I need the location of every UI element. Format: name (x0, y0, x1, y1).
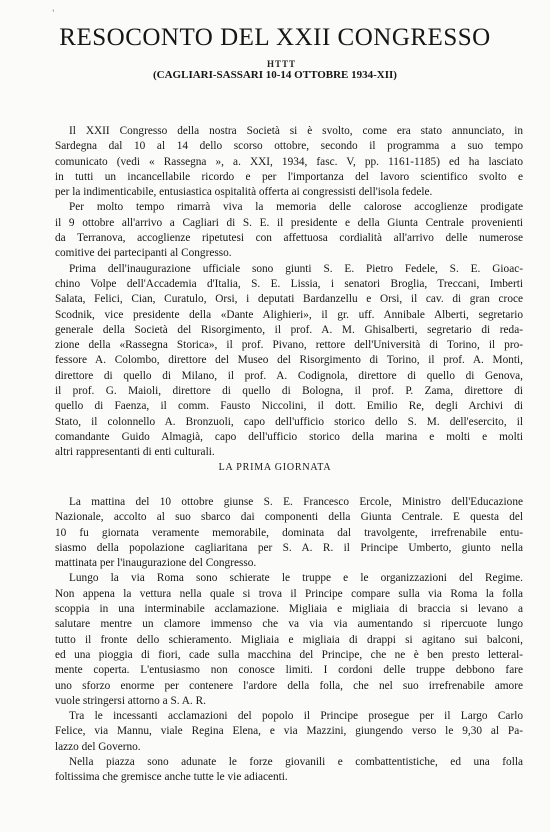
text-line: salutare mentre un clamore immenso che va via via aumentando si ripercuote lungo (55, 618, 523, 631)
text-line: lazzo del Governo. (55, 740, 141, 753)
text-line: altri rappresentanti di enti culturali. (55, 446, 215, 459)
text-line: zione della «Rassegna Storica», il prof. Pivano, rettore dell'Università di Torino, il pro- (55, 339, 523, 352)
first-day-section (55, 495, 523, 786)
text-line: quello di Faenza, il comm. Fausto Niccolini, il dott. Emilio Re, degli Archivi di (55, 400, 523, 413)
text-line: mente coperta. L'entusiasmo non conosce limiti. I cordoni delle truppe debbono fare (55, 664, 523, 677)
corner-mark: ‘ (52, 8, 55, 17)
text-line: mattinata per l'inaugurazione del Congresso. (55, 557, 257, 570)
text-line: Il XXII Congresso della nostra Società si è svolto, come era stato annunciato, in (69, 125, 523, 137)
text-line: vuole stringersi attorno a S. A. R. (55, 694, 206, 707)
text-line: Nella piazza sono adunate le forze giovanili e combattentistiche, ed una folla (69, 756, 523, 769)
text-line: direttore di quello di Milano, il prof. A. Codignola, direttore di quello di Genova, (55, 369, 523, 382)
text-line: chino Volpe dell'Accademia d'Italia, S. E. Lissia, i senatori Broglia, Treccani, Imberti (55, 277, 523, 290)
page-subtitle: (CAGLIARI-SASSARI 10-14 OTTOBRE 1934-XII) (153, 69, 397, 81)
text-line: per la indimenticabile, entusiastica ospitalità offerta ai congressisti dell'isola fedele. (55, 186, 433, 199)
text-line: uno sforzo enorme per contenere l'ardore della folla, che nel suo irrefrenabile amore (55, 679, 523, 692)
text-line: 10 fu giornata veramente memorabile, dominata dal travolgente, irrefrenabile entu- (55, 526, 523, 539)
page-title: RESOCONTO DEL XXII CONGRESSO (59, 24, 491, 51)
text-line: Per molto tempo rimarrà viva la memoria delle calorose accoglienze prodigate (69, 201, 523, 214)
text-line: ed una pioggia di fiori, cade sulla macchina del Principe, che ne è ben presto letteral- (55, 648, 523, 661)
text-line: tutto il fronte dello schieramento. Migliaia e migliaia di drappi si agitano sui balconi, (55, 633, 523, 646)
text-line: Nazionale, accolto al suo sbarco dai componenti della Giunta Centrale. E questa del (55, 511, 523, 524)
text-line: da Terranova, accoglienze ripetutesi con affettuosa cordialità all'arrivo delle numerose (55, 232, 523, 245)
text-line: Scodnik, vice presidente della «Dante Alighieri», il gr. uff. Annibale Alberti, segretario (55, 308, 523, 321)
section-heading: LA PRIMA GIORNATA (218, 462, 332, 473)
text-line: in tutti un incancellabile ricordo e per l'importanza del lavoro scientifico svolto e (55, 170, 523, 183)
text-line: comandante Guido Almagià, capo dell'ufficio storico della marina e molti e molti (55, 430, 523, 443)
archive-stamp: HTTT (267, 59, 297, 69)
text-line: generale della Società del Risorgimento, il prof. A. M. Ghisalberti, segretario di reda- (55, 323, 523, 336)
text-line: siasmo della popolazione cagliaritana per S. A. R. il Principe Umberto, giunto nella (55, 541, 523, 554)
text-line: Prima dell'inaugurazione ufficiale sono giunti S. E. Pietro Fedele, S. E. Gioac- (69, 262, 523, 275)
text-line: foltissima che gremisce anche tutte le vie adiacenti. (55, 771, 288, 784)
text-line: Sardegna dal 10 al 14 dello scorso ottobre, secondo il programma a suo tempo (55, 140, 523, 153)
text-line: comitive dei partecipanti al Congresso. (55, 247, 232, 260)
text-line: il prof. G. Maioli, direttore di quello di Bologna, il prof. P. Zama, direttore di (55, 385, 523, 398)
text-line: La mattina del 10 ottobre giunse S. E. Francesco Ercole, Ministro dell'Educazione (69, 496, 523, 508)
intro-section (55, 124, 523, 461)
text-line: Lungo la via Roma sono schierate le truppe e le organizzazioni del Regime. (69, 572, 523, 585)
text-line: Salata, Felici, Cian, Curatulo, Orsi, i deputati Bardanzellu e Orsi, il cav. di gran croce (55, 293, 523, 306)
text-line: fessore A. Colombo, direttore del Museo del Risorgimento di Torino, il prof. A. Monti, (55, 354, 523, 367)
text-line: Non appena la vettura nella quale si trova il Principe compare sulla via Roma la folla (55, 587, 523, 600)
text-line: comunicato (vedi « Rassegna », a. XXI, 1934, fasc. V, pp. 1161-1185) ed ha lasciato (55, 155, 523, 168)
text-line: scoppia in una interminabile acclamazione. Migliaia e migliaia di braccia si levano a (55, 603, 523, 616)
text-line: Tra le incessanti acclamazioni del popolo il Principe prosegue per il Largo Carlo (69, 710, 523, 723)
text-line: Stato, il colonnello A. Bronzuoli, capo dell'ufficio storico dello S. M. dell'esercito, il (55, 415, 523, 428)
text-line: Felice, via Mannu, viale Regina Elena, e via Mazzini, giungendo verso le 9,30 al Pa- (55, 725, 523, 738)
text-line: il 9 ottobre all'arrivo a Cagliari di S. E. il presidente e della Giunta Centrale provenienti (55, 216, 523, 229)
